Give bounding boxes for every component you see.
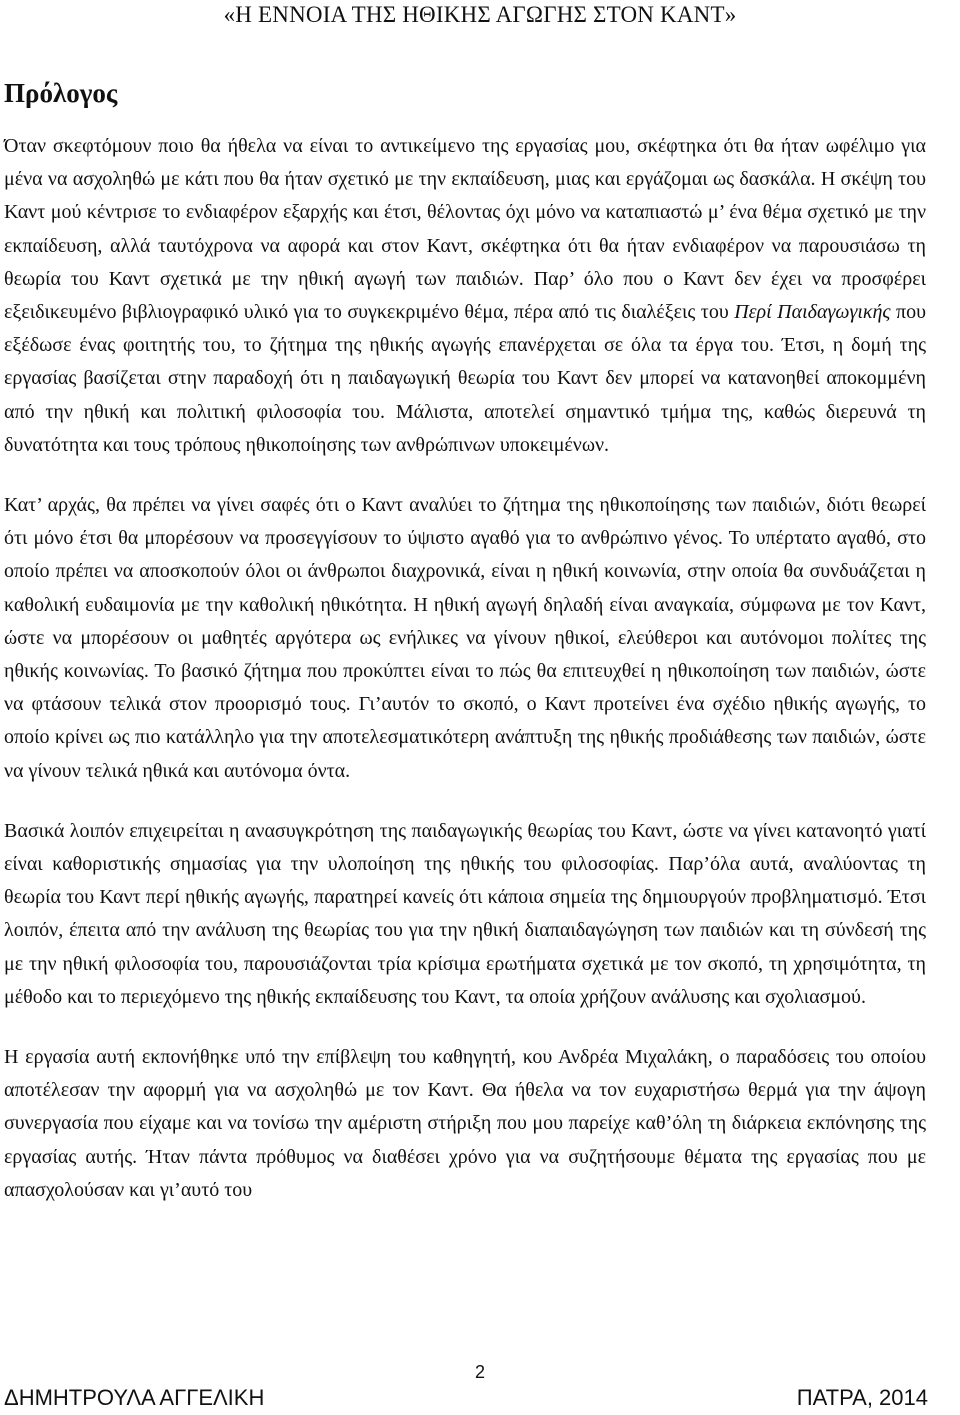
paragraph-1: [4, 130, 926, 462]
book-title-italic: Περί Παιδαγωγικής: [734, 301, 891, 324]
footer-author: ΔΗΜΗΤΡΟΥΛΑ ΑΓΓΕΛΙΚΗ: [4, 1385, 265, 1410]
document-header: «Η ΕΝΝΟΙΑ ΤΗΣ ΗΘΙΚΗΣ ΑΓΩΓΗΣ ΣΤΟΝ ΚΑΝΤ»: [223, 2, 737, 27]
paragraph-2: Κατ’ αρχάς, θα πρέπει να γίνει σαφές ότι ο Καντ αναλύει το ζήτημα της ηθικοποίησης των παιδιών, διότι θεωρεί ότι μόνο έτσι θα μπορέσουν να προσεγγίσουν το ύψιστο αγαθό για το ανθρώπινο γένος. Το υπέρτατο αγαθό, στο οποίο πρέπει να αποσκοπούν όλοι οι άνθρωποι διαχρονικά, είναι η ηθική κοινωνία, στην οποία θα συνδυάζεται η καθολική ευδαιμονία με την καθολική ηθικότητα. Η ηθική αγωγή δηλαδή είναι αναγκαία, σύμφωνα με τον Καντ, ώστε να μπορέσουν οι μαθητές αργότερα ως ενήλικες να γίνουν ηθικοί, ελεύθεροι και αυτόνομοι πολίτες της ηθικής κοινωνίας. Το βασικό ζήτημα που προκύπτει είναι το πώς θα επιτευχθεί η ηθικοποίηση των παιδιών, ώστε να φτάσουν τελικά στον προορισμό τους. Γι’αυτόν το σκοπό, ο Καντ προτείνει ένα σχέδιο ηθικής αγωγής, το οποίο κρίνει ως πιο κατάλληλο για την αποτελεσματικότερη ανάπτυξη της ηθικής προδιάθεσης των παιδιών, ώστε να γίνουν τελικά ηθικά και αυτόνομα όντα.: [4, 494, 926, 782]
paragraph-4: Η εργασία αυτή εκπονήθηκε υπό την επίβλεψη του καθηγητή, κου Ανδρέα Μιχαλάκη, ο παραδόσεις του οποίου αποτέλεσαν την αφορμή για να ασχοληθώ με τον Καντ. Θα ήθελα να τον ευχαριστήσω θερμά για την άψογη συνεργασία που είχαμε και να τονίσω την αμέριστη στήριξη που μου παρείχε καθ’όλη τη διάρκεια εκπόνησης της εργασίας αυτής. Ήταν πάντα πρόθυμος να διαθέσει χρόνο για να συζητήσουμε θέματα της εργασίας που με απασχολούσαν και γι’αυτό του: [4, 1046, 926, 1201]
page-number: 2: [474, 1362, 485, 1382]
document-body: [4, 130, 926, 1234]
paragraph-3: Βασικά λοιπόν επιχειρείται η ανασυγκρότηση της παιδαγωγικής θεωρίας του Καντ, ώστε να γίνει κατανοητό γιατί είναι καθοριστικής σημασίας για την υλοποίηση της ηθικής του φιλοσοφίας. Παρ’όλα αυτά, αναλύοντας τη θεωρία του Καντ περί ηθικής αγωγής, παρατηρεί κανείς ότι κάποια σημεία της δημιουργούν προβληματισμό. Έτσι λοιπόν, έπειτα από την ανάλυση της θεωρίας του για την ηθική διαπαιδαγώγηση των παιδιών και τη σύνδεσή της με την ηθική φιλοσοφία του, παρουσιάζονται τρία κρίσιμα ερωτήματα σχετικά με τον σκοπό, τη χρησιμότητα, τη μέθοδο και το περιεχόμενο της ηθικής εκπαίδευσης του Καντ, τα οποία χρήζουν ανάλυσης και σχολιασμού.: [4, 819, 926, 1008]
paragraph-1-text-a: Όταν σκεφτόμουν ποιο θα ήθελα να είναι το αντικείμενο της εργασίας μου, σκέφτηκα ότι θα ήταν ωφέλιμο για μένα να ασχοληθώ με κάτι που θα ήταν σχετικό με την εκπαίδευση, μιας και εργάζομαι ως δασκάλα. Η σκέψη του Καντ μού κέντρισε το ενδιαφέρον εξαρχής και έτσι, θέλοντας όχι μόνο να καταπιαστώ μ’ ένα θέμα σχετικό με την εκπαίδευση, αλλά ταυτόχρονα να αφορά και στον Καντ, σκέφτηκα ότι θα ήταν ενδιαφέρον να παρουσιάσω τη θεωρία του Καντ σχετικά με την ηθική αγωγή των παιδιών. Παρ’ όλο που ο Καντ δεν έχει να προσφέρει εξειδικευμένο βιβλιογραφικό υλικό για το συγκεκριμένο θέμα, πέρα από τις διαλέξεις του: [4, 135, 926, 324]
footer-place-year: ΠΑΤΡΑ, 2014: [796, 1385, 928, 1410]
section-title: Πρόλογος: [4, 78, 118, 108]
paragraph-1-text-b: που εξέδωσε ένας φοιτητής του, το ζήτημα της ηθικής αγωγής επανέρχεται σε όλα τα έργα του. Έτσι, η δομή της εργασίας βασίζεται στην παραδοχή ότι η παιδαγωγική θεωρία του Καντ δεν μπορεί να κατανοηθεί αποκομμένη από την ηθική και πολιτική φιλοσοφία του. Μάλιστα, αποτελεί σημαντικό τμήμα της, καθώς διερευνά τη δυνατότητα και τους τρόπους ηθικοποίησης των ανθρώπινων υποκειμένων.: [4, 301, 927, 456]
